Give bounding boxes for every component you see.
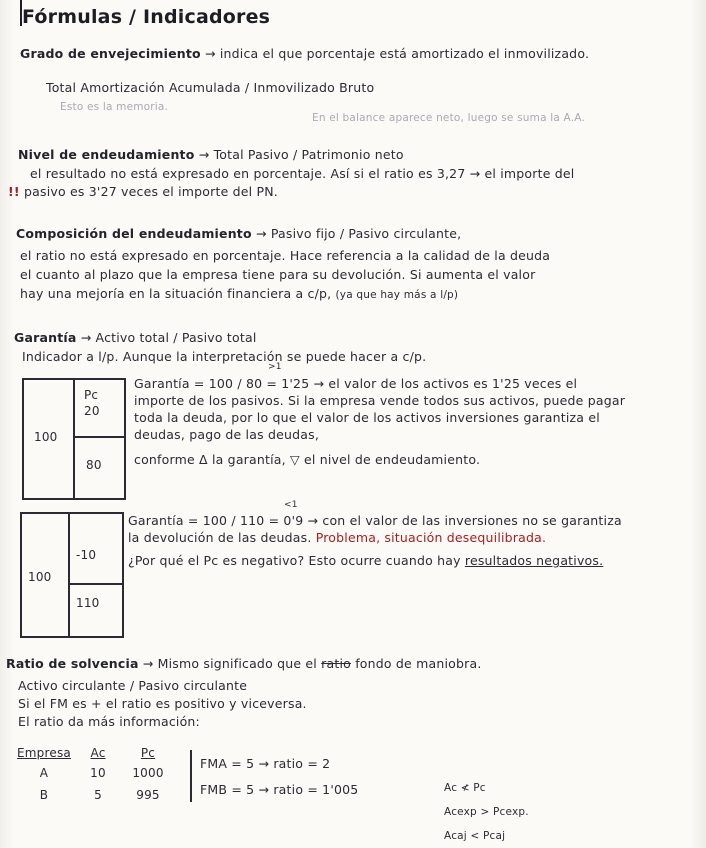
side-note: Acexp > Pcexp. bbox=[444, 806, 529, 818]
formula-text: Total Amortización Acumulada / Inmovilizado Bruto bbox=[46, 80, 375, 95]
table-column-ac bbox=[80, 746, 116, 802]
body-line: conforme Δ la garantía, ▽ el nivel de endeudamiento. bbox=[134, 452, 481, 467]
body-line bbox=[128, 530, 546, 545]
struck-word: ratio bbox=[321, 656, 351, 671]
section-definition: → Total Pasivo / Patrimonio neto bbox=[198, 147, 404, 162]
section-definition: fondo de maniobra. bbox=[355, 656, 482, 671]
body-line: Activo circulante / Pasivo circulante bbox=[18, 678, 248, 693]
body-line bbox=[8, 184, 278, 199]
section-garantia bbox=[14, 330, 257, 345]
table-header: Pc bbox=[140, 746, 156, 760]
body-line-text: hay una mejoría en la situación financiera a c/p, bbox=[20, 286, 332, 301]
section-heading: Ratio de solvencia bbox=[6, 656, 139, 671]
faint-note-right: En el balance aparece neto, luego se suma la A.A. bbox=[312, 112, 586, 124]
body-line: El ratio da más información: bbox=[18, 714, 200, 729]
page-title: Fórmulas / Indicadores bbox=[22, 6, 271, 28]
body-line: el resultado no está expresado en porcentaje. Así si el ratio es 3,27 → el importe del bbox=[30, 166, 575, 181]
body-line bbox=[128, 553, 603, 568]
body-line-text: pasivo es 3'27 veces el importe del PN. bbox=[24, 184, 278, 199]
table-header: Empresa bbox=[17, 746, 71, 760]
body-line: importe de los pasivos. Si la empresa vende todos sus activos, puede pagar bbox=[134, 393, 626, 408]
body-line: Garantía = 100 / 80 = 1'25 → el valor de los activos es 1'25 veces el bbox=[134, 376, 578, 391]
section-heading: Composición del endeudamiento bbox=[16, 226, 252, 241]
section-definition: → Mismo significado que el bbox=[142, 656, 317, 671]
table-column-empresa bbox=[14, 746, 74, 802]
table-cell: 5 bbox=[94, 788, 102, 802]
body-line: deudas, pago de las deudas, bbox=[134, 427, 319, 442]
activo-value: 100 bbox=[34, 430, 58, 444]
balance-divider bbox=[73, 436, 126, 438]
section-solvencia bbox=[6, 656, 482, 671]
body-line: Garantía = 100 / 110 = 0'9 → con el valor de las inversiones no se garantiza bbox=[128, 513, 622, 528]
table-header: Ac bbox=[90, 746, 106, 760]
alert-mark: !! bbox=[8, 184, 20, 199]
pasivo-value: -10 bbox=[76, 548, 97, 562]
body-line-text: la devolución de las deudas. bbox=[128, 530, 312, 545]
body-line: el ratio no está expresado en porcentaje. Hace referencia a la calidad de la deuda bbox=[20, 248, 551, 263]
pasivo-label: Pc bbox=[84, 388, 99, 402]
section-composicion bbox=[16, 226, 461, 241]
patrimonio-value: 80 bbox=[86, 458, 102, 472]
body-line: Si el FM es + el ratio es positivo y viceversa. bbox=[18, 696, 307, 711]
table-cell: 1000 bbox=[132, 766, 164, 780]
side-note: Acaj < Pcaj bbox=[444, 830, 506, 842]
table-cell: 995 bbox=[136, 788, 160, 802]
section-definition: → Activo total / Pasivo total bbox=[80, 330, 257, 345]
faint-note-left: Esto es la memoria. bbox=[60, 101, 169, 113]
table-cell: B bbox=[39, 788, 49, 802]
underlined-term: resultados negativos. bbox=[464, 553, 604, 568]
body-line bbox=[20, 286, 458, 301]
section-endeudamiento bbox=[18, 147, 404, 162]
fm-result-b: FMB = 5 → ratio = 1'005 bbox=[200, 782, 359, 797]
section-definition: → indica el que porcentaje está amortizado el inmovilizado. bbox=[205, 46, 590, 61]
activo-value: 100 bbox=[28, 570, 52, 584]
section-envejecimiento bbox=[20, 46, 589, 61]
section-heading: Garantía bbox=[14, 330, 77, 345]
superscript-note: <1 bbox=[284, 500, 298, 510]
superscript-note: >1 bbox=[268, 362, 282, 372]
balance-divider bbox=[68, 583, 124, 585]
problem-note: Problema, situación desequilibrada. bbox=[315, 530, 547, 545]
small-note: (ya que hay más a l/p) bbox=[335, 289, 459, 301]
table-cell: A bbox=[39, 766, 49, 780]
body-line: toda la deuda, por lo que el valor de los activos inversiones garantiza el bbox=[134, 410, 600, 425]
section-heading: Grado de envejecimiento bbox=[20, 46, 201, 61]
balance-divider bbox=[68, 512, 70, 638]
side-note: Ac ≮ Pc bbox=[444, 782, 486, 794]
section-heading: Nivel de endeudamiento bbox=[18, 147, 195, 162]
table-cell: 10 bbox=[90, 766, 106, 780]
balance-divider bbox=[73, 378, 75, 500]
section-definition: → Pasivo fijo / Pasivo circulante, bbox=[255, 226, 462, 241]
pasivo-total-value: 110 bbox=[76, 596, 100, 610]
fm-result-a: FMA = 5 → ratio = 2 bbox=[200, 756, 331, 771]
pasivo-value: 20 bbox=[84, 404, 100, 418]
table-column-pc bbox=[128, 746, 168, 802]
brace-line bbox=[190, 750, 192, 802]
body-line: Indicador a l/p. Aunque la interpretación se puede hacer a c/p. bbox=[22, 349, 427, 364]
body-line: el cuanto al plazo que la empresa tiene para su devolución. Si aumenta el valor bbox=[20, 267, 536, 282]
body-line-text: ¿Por qué el Pc es negativo? Esto ocurre cuando hay bbox=[128, 553, 461, 568]
